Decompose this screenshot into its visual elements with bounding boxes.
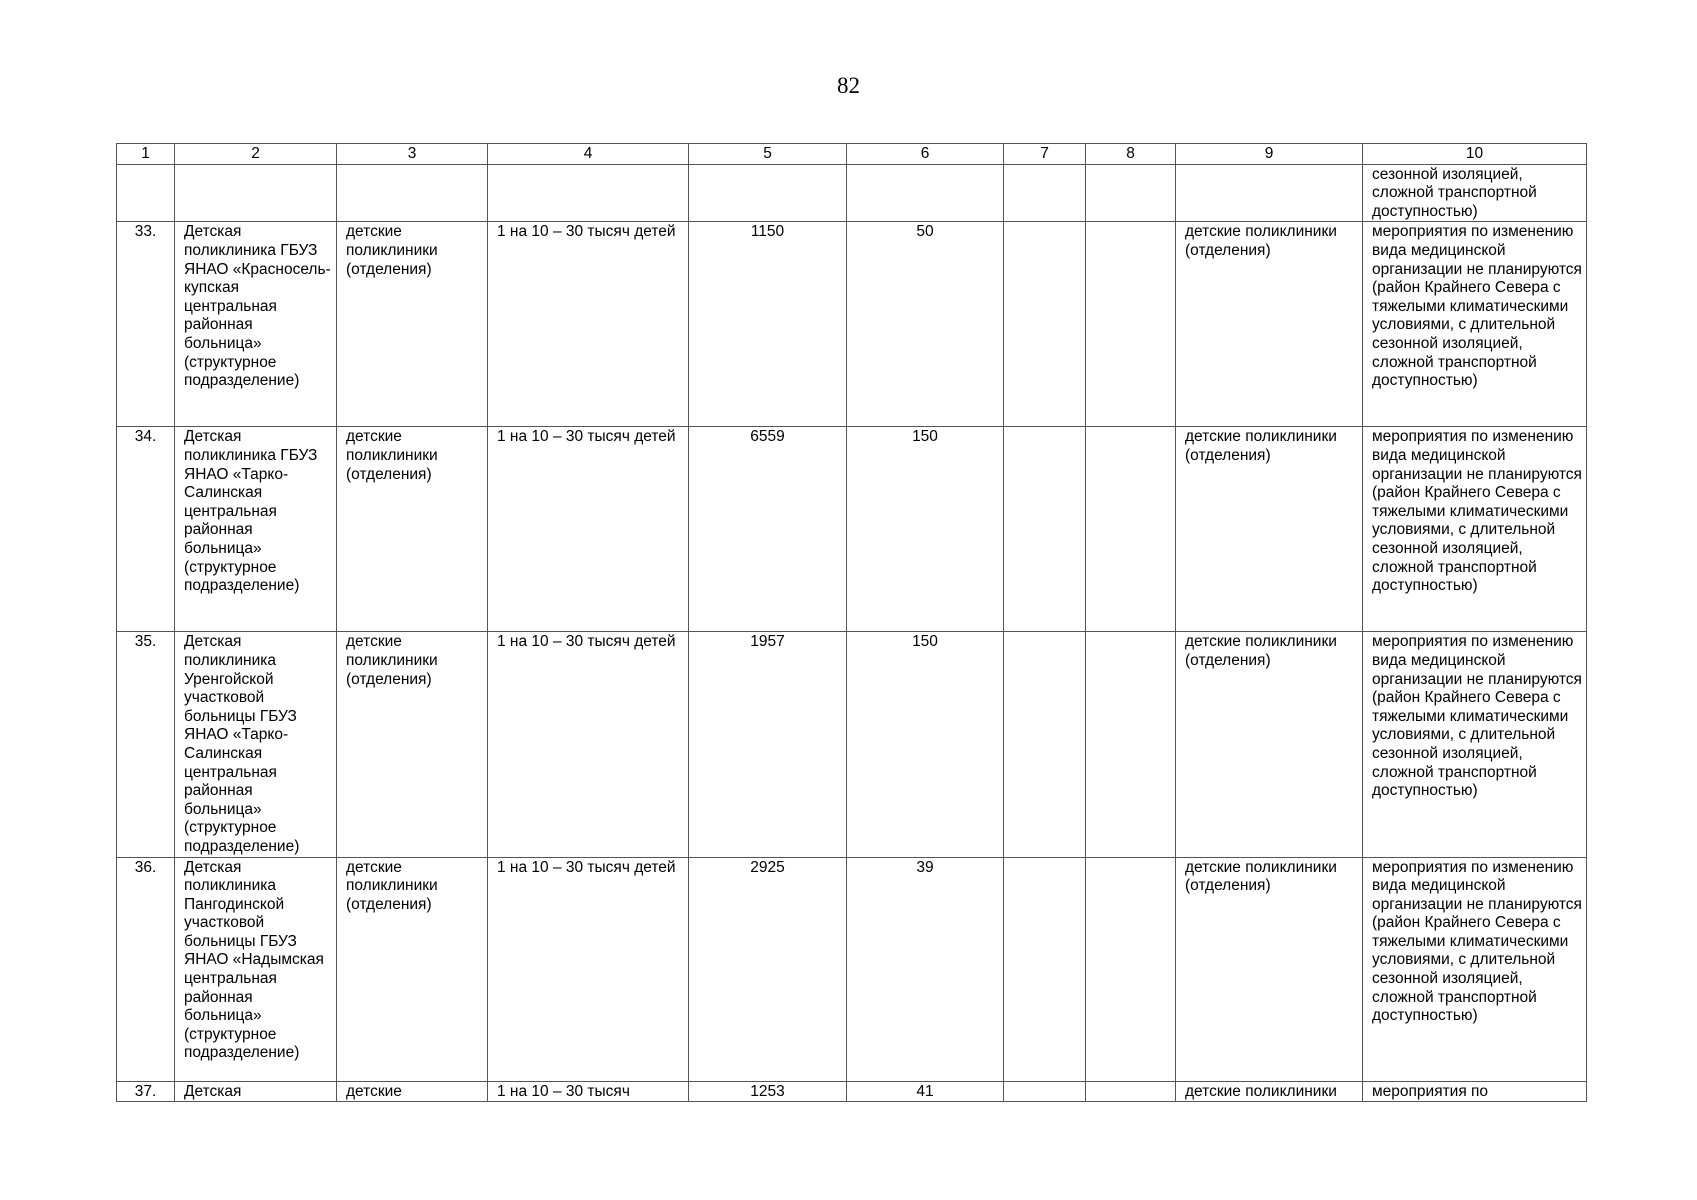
header-cell: 6 [847, 144, 1004, 165]
note-cell: мероприятия по изменению вида медицинской организации не планируются (район Крайнего Севера с тяжелыми климатическими условиями, с длительной сезонной изоляцией, сложной транспортной доступностью) [1363, 632, 1587, 857]
table-cell [1004, 222, 1086, 427]
value-cell: 1253 [689, 1081, 847, 1102]
target-type-cell: детские поликлиники (отделения) [1176, 222, 1363, 427]
table-cell [1086, 222, 1176, 427]
facility-name-cell: Детская поликлиника ГБУЗ ЯНАО «Тарко-Салинская центральная районная больница» (структурное подразделение) [175, 427, 337, 632]
table-cell [1086, 164, 1176, 222]
facility-type-cell: детские поликлиники (отделения) [337, 427, 488, 632]
table-cell [1004, 857, 1086, 1081]
value-cell: 50 [847, 222, 1004, 427]
norm-cell: 1 на 10 – 30 тысяч детей [488, 857, 689, 1081]
header-cell: 9 [1176, 144, 1363, 165]
value-cell: 6559 [689, 427, 847, 632]
row-number-cell: 37. [117, 1081, 175, 1102]
header-cell: 7 [1004, 144, 1086, 165]
value-cell: 1957 [689, 632, 847, 857]
header-row [117, 144, 1587, 165]
facility-name-cell: Детская поликлиника Уренгойской участковой больницы ГБУЗ ЯНАО «Тарко-Салинская центральная районная больница» (структурное подразделение) [175, 632, 337, 857]
table-row [117, 427, 1587, 632]
target-type-cell: детские поликлиники (отделения) [1176, 857, 1363, 1081]
note-cell: сезонной изоляцией, сложной транспортной доступностью) [1363, 164, 1587, 222]
value-cell: 1150 [689, 222, 847, 427]
table-cell [689, 164, 847, 222]
table-cell [1086, 632, 1176, 857]
table-cell [488, 164, 689, 222]
facilities-table [116, 143, 1587, 1102]
facility-type-cell: детские поликлиники (отделения) [337, 222, 488, 427]
row-number-cell: 36. [117, 857, 175, 1081]
note-cell: мероприятия по изменению вида медицинской организации не планируются (район Крайнего Севера с тяжелыми климатическими условиями, с длительной сезонной изоляцией, сложной транспортной доступностью) [1363, 427, 1587, 632]
value-cell: 2925 [689, 857, 847, 1081]
header-cell: 1 [117, 144, 175, 165]
table-cell [1086, 1081, 1176, 1102]
table-row-continuation [117, 164, 1587, 222]
table-cell [1176, 164, 1363, 222]
target-type-cell: детские поликлиники (отделения) [1176, 427, 1363, 632]
table-row [117, 857, 1587, 1081]
table-cell [1086, 857, 1176, 1081]
table-cell [1004, 164, 1086, 222]
table-cell [337, 164, 488, 222]
row-number-cell: 33. [117, 222, 175, 427]
norm-cell: 1 на 10 – 30 тысяч детей [488, 427, 689, 632]
norm-cell: 1 на 10 – 30 тысяч [488, 1081, 689, 1102]
facility-name-cell: Детская поликлиника Пангодинской участковой больницы ГБУЗ ЯНАО «Надымская центральная районная больница» (структурное подразделение) [175, 857, 337, 1081]
table-cell [1004, 427, 1086, 632]
header-cell: 5 [689, 144, 847, 165]
table-cell [847, 164, 1004, 222]
header-cell: 3 [337, 144, 488, 165]
target-type-cell: детские поликлиники (отделения) [1176, 632, 1363, 857]
norm-cell: 1 на 10 – 30 тысяч детей [488, 632, 689, 857]
row-number-cell: 35. [117, 632, 175, 857]
table-row [117, 1081, 1587, 1102]
note-cell: мероприятия по [1363, 1081, 1587, 1102]
table-cell [1004, 1081, 1086, 1102]
norm-cell: 1 на 10 – 30 тысяч детей [488, 222, 689, 427]
table-row [117, 632, 1587, 857]
row-number-cell: 34. [117, 427, 175, 632]
header-cell: 10 [1363, 144, 1587, 165]
note-cell: мероприятия по изменению вида медицинской организации не планируются (район Крайнего Севера с тяжелыми климатическими условиями, с длительной сезонной изоляцией, сложной транспортной доступностью) [1363, 857, 1587, 1081]
facility-name-cell: Детская поликлиника ГБУЗ ЯНАО «Красносель-купская центральная районная больница» (структурное подразделение) [175, 222, 337, 427]
header-cell: 8 [1086, 144, 1176, 165]
target-type-cell: детские поликлиники [1176, 1081, 1363, 1102]
table-cell [1004, 632, 1086, 857]
header-cell: 4 [488, 144, 689, 165]
header-cell: 2 [175, 144, 337, 165]
table-cell [175, 164, 337, 222]
page-number: 82 [837, 73, 860, 98]
facility-type-cell: детские [337, 1081, 488, 1102]
value-cell: 150 [847, 632, 1004, 857]
facility-type-cell: детские поликлиники (отделения) [337, 632, 488, 857]
table-row [117, 222, 1587, 427]
value-cell: 39 [847, 857, 1004, 1081]
table-cell [117, 164, 175, 222]
facility-name-cell: Детская [175, 1081, 337, 1102]
facility-type-cell: детские поликлиники (отделения) [337, 857, 488, 1081]
value-cell: 150 [847, 427, 1004, 632]
table-cell [1086, 427, 1176, 632]
note-cell: мероприятия по изменению вида медицинской организации не планируются (район Крайнего Севера с тяжелыми климатическими условиями, с длительной сезонной изоляцией, сложной транспортной доступностью) [1363, 222, 1587, 427]
value-cell: 41 [847, 1081, 1004, 1102]
